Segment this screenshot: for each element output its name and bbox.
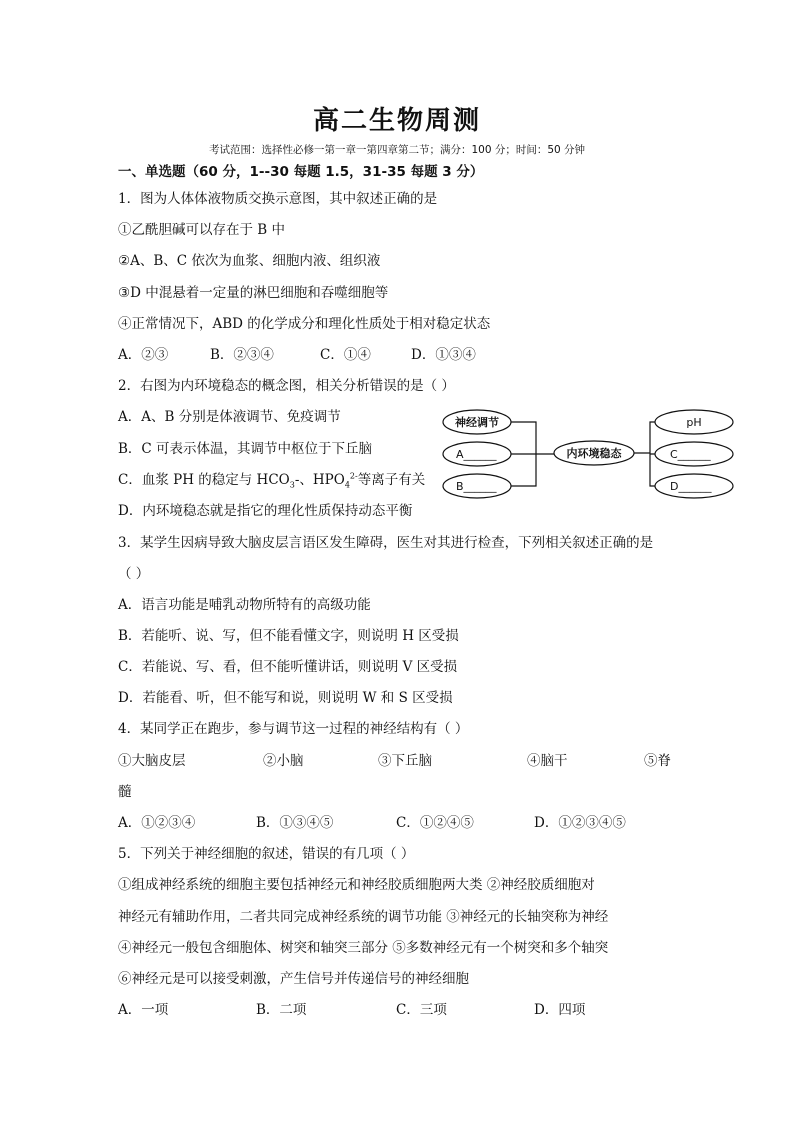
diagram-label-center: 内环境稳态 (566, 447, 622, 460)
q1-option-b[interactable]: B．②③④ (210, 347, 274, 363)
exam-info: 考试范围：选择性必修一第一章一第四章第二节；满分：100 分；时间：50 分钟 (208, 144, 586, 156)
q2-stem: 2．右图为内环境稳态的概念图，相关分析错误的是（ ） (118, 378, 455, 394)
q5-statement-line-4: ⑥神经元是可以接受刺激，产生信号并传递信号的神经细胞 (118, 971, 469, 987)
q2-c-sub-2: 4 (344, 480, 350, 490)
q4-option-d[interactable]: D．①②③④⑤ (534, 815, 626, 831)
q1-stem: 1．图为人体体液物质交换示意图，其中叙述正确的是 (118, 191, 438, 207)
q5-option-d[interactable]: D．四项 (534, 1002, 586, 1018)
q2-c-text-3: 等离子有关 (357, 472, 426, 488)
q4-item-5: ⑤脊 (644, 753, 671, 769)
diagram-connector-left (511, 422, 554, 486)
q3-option-a[interactable]: A．语言功能是哺乳动物所特有的高级功能 (118, 597, 371, 613)
q5-stem: 5．下列关于神经细胞的叙述，错误的有几项（ ） (118, 846, 415, 862)
q1-statement-3: ③D 中混悬着一定量的淋巴细胞和吞噬细胞等 (118, 285, 389, 301)
q4-option-c[interactable]: C．①②④⑤ (396, 815, 474, 831)
diagram-connector-right (634, 422, 655, 486)
q2-c-sup-2: 2- (349, 471, 358, 481)
q2-option-b[interactable]: B．C 可表示体温，其调节中枢位于下丘脑 (118, 441, 373, 457)
q4-item-3: ③下丘脑 (378, 753, 432, 769)
q4-option-a[interactable]: A．①②③④ (118, 815, 196, 831)
q5-statement-line-2: 神经元有辅助作用，二者共同完成神经系统的调节功能 ③神经元的长轴突称为神经 (118, 909, 609, 925)
q1-statement-2: ②A、B、C 依次为血浆、细胞内液、组织液 (118, 253, 381, 269)
q5-option-b[interactable]: B．二项 (256, 1002, 307, 1018)
q4-stem: 4．某同学正在跑步，参与调节这一过程的神经结构有（ ） (118, 721, 469, 737)
diagram-label-ph: pH (686, 416, 702, 429)
q2-c-sub-1: 3 (289, 480, 295, 490)
section-heading: 一、单选题（60 分，1--30 每题 1.5，31-35 每题 3 分） (118, 164, 484, 180)
q2-c-text-1: C．血浆 PH 的稳定与 HCO (118, 472, 290, 488)
q1-option-d[interactable]: D．①③④ (411, 347, 476, 363)
diagram-label-nerve: 神经调节 (455, 416, 499, 429)
q1-option-c[interactable]: C．①④ (320, 347, 371, 363)
q2-c-text-2: -、HPO (294, 472, 345, 488)
q4-item-1: ①大脑皮层 (118, 753, 186, 769)
q1-statement-4: ④正常情况下，ABD 的化学成分和理化性质处于相对稳定状态 (118, 316, 491, 332)
homeostasis-concept-diagram (440, 402, 750, 502)
q4-option-b[interactable]: B．①③④⑤ (256, 815, 334, 831)
q5-option-c[interactable]: C．三项 (396, 1002, 447, 1018)
page-title: 高二生物周测 (312, 106, 481, 136)
q3-option-c[interactable]: C．若能说、写、看，但不能听懂讲话，则说明 V 区受损 (118, 659, 458, 675)
q4-item-4: ④脑干 (527, 753, 568, 769)
q2-option-d[interactable]: D．内环境稳态就是指它的理化性质保持动态平衡 (118, 503, 413, 519)
diagram-label-a: A______ (456, 448, 497, 461)
q5-statement-line-3: ④神经元一般包含细胞体、树突和轴突三部分 ⑤多数神经元有一个树突和多个轴突 (118, 940, 609, 956)
q5-option-a[interactable]: A．一项 (118, 1002, 169, 1018)
q5-statement-line-1: ①组成神经系统的细胞主要包括神经元和神经胶质细胞两大类 ②神经胶质细胞对 (118, 877, 595, 893)
q2-option-c[interactable] (118, 468, 425, 490)
q3-stem: 3．某学生因病导致大脑皮层言语区发生障碍，医生对其进行检查，下列相关叙述正确的是 (118, 535, 654, 551)
diagram-label-b: B______ (456, 480, 497, 493)
q3-answer-paren: （ ） (118, 566, 150, 582)
q3-option-b[interactable]: B．若能听、说、写，但不能看懂文字，则说明 H 区受损 (118, 628, 459, 644)
q2-option-a[interactable]: A．A、B 分别是体液调节、免疫调节 (118, 409, 341, 425)
q4-item-2: ②小脑 (263, 753, 304, 769)
diagram-label-c: C______ (670, 448, 711, 461)
q1-option-a[interactable]: A．②③ (118, 347, 169, 363)
q1-statement-1: ①乙酰胆碱可以存在于 B 中 (118, 222, 286, 238)
q3-option-d[interactable]: D．若能看、听，但不能写和说，则说明 W 和 S 区受损 (118, 690, 453, 706)
q4-item-continuation: 髓 (118, 784, 132, 800)
diagram-label-d: D______ (670, 480, 712, 493)
